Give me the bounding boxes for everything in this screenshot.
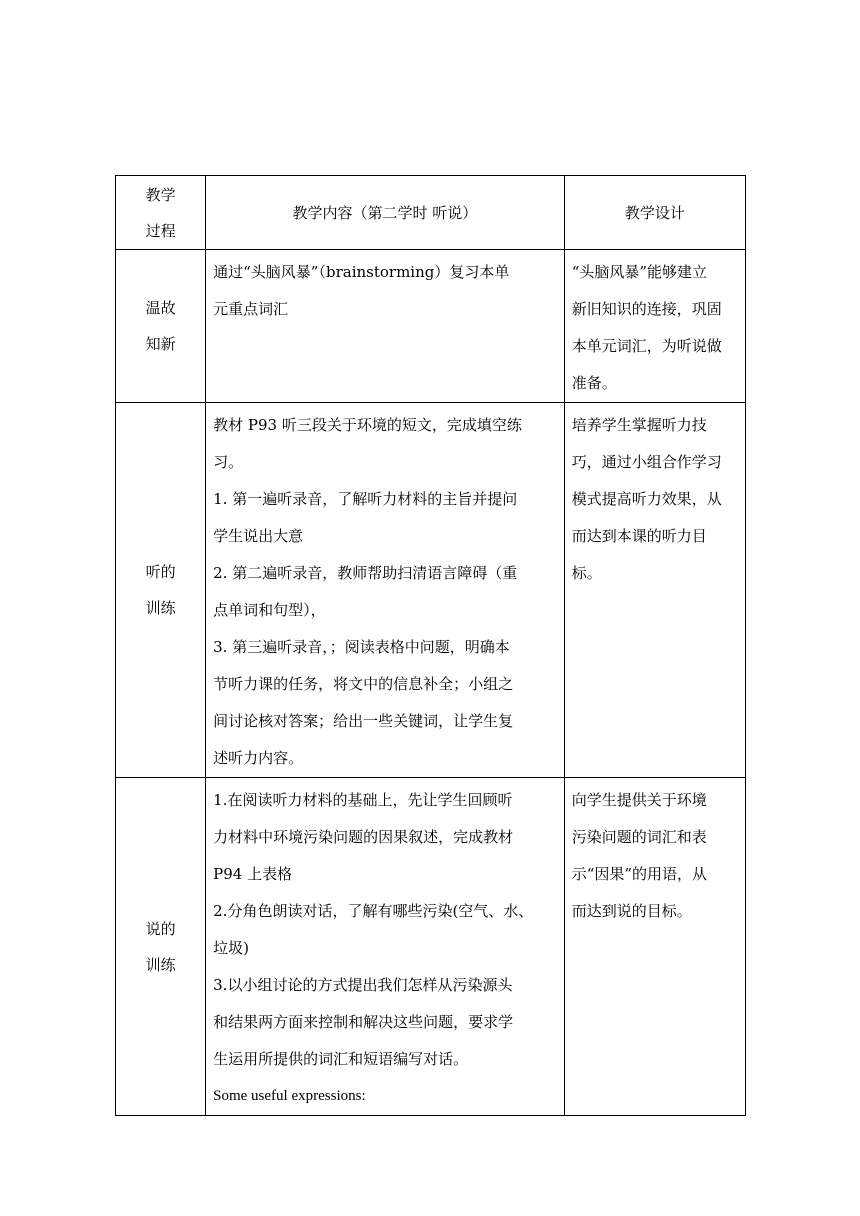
- content-line: 节听力课的任务，将文中的信息补全；小组之: [213, 675, 514, 693]
- design-line: 污染问题的词汇和表: [571, 828, 707, 846]
- process-cell: [116, 250, 206, 403]
- header-design-label: 教学设计: [624, 204, 685, 222]
- content-line: 述听力内容。: [213, 749, 304, 767]
- content-line: Some useful expressions:: [213, 1088, 366, 1104]
- content-line: 1.在阅读听力材料的基础上，先让学生回顾听: [213, 791, 513, 809]
- content-line: 学生说出大意: [213, 527, 304, 545]
- process-cell: [116, 778, 206, 1116]
- content-line: 2. 第二遍听录音，教师帮助扫清语言障碍（重: [213, 564, 518, 582]
- design-line: 新旧知识的连接，巩固: [571, 300, 722, 318]
- process-label-line1: 听的: [145, 563, 176, 581]
- design-cell: [564, 403, 745, 778]
- design-line: 而达到说的目标。: [571, 902, 692, 920]
- table-header-row: [116, 176, 746, 250]
- content-cell: [206, 250, 565, 403]
- content-line: 通过“头脑风暴”（brainstorming）复习本单: [213, 263, 510, 281]
- design-cell: [564, 778, 745, 1116]
- content-line: P94 上表格: [213, 865, 293, 883]
- content-line: 点单词和句型），: [213, 601, 326, 619]
- process-label-line2: 训练: [145, 599, 176, 617]
- process-cell: [116, 403, 206, 778]
- content-line: 教材 P93 听三段关于环境的短文，完成填空练: [213, 416, 522, 434]
- content-line: 1. 第一遍听录音，了解听力材料的主旨并提问: [213, 490, 518, 508]
- content-line: 力材料中环境污染问题的因果叙述，完成教材: [213, 828, 514, 846]
- design-line: 准备。: [571, 374, 617, 392]
- content-line: 习。: [213, 453, 244, 471]
- process-label-line2: 知新: [145, 335, 176, 353]
- content-line: 2.分角色朗读对话，了解有哪些污染(空气、水、: [213, 902, 534, 920]
- header-content-label: 教学内容（第二学时 听说）: [292, 204, 478, 222]
- design-line: “头脑风暴”能够建立: [571, 263, 708, 281]
- table-row: [116, 403, 746, 778]
- content-line: 3. 第三遍听录音，；阅读表格中问题，明确本: [213, 638, 510, 656]
- process-label-line1: 温故: [145, 299, 176, 317]
- table-row: [116, 778, 746, 1116]
- header-process-cell: [116, 176, 206, 250]
- design-line: 标。: [571, 564, 602, 582]
- design-line: 巧，通过小组合作学习: [571, 453, 722, 471]
- header-process-line1: 教学: [145, 185, 176, 204]
- content-cell: [206, 403, 565, 778]
- lesson-plan-table: [115, 175, 746, 1116]
- content-line: 元重点词汇: [213, 300, 289, 318]
- header-design-cell: [564, 176, 745, 250]
- header-content-cell: [206, 176, 565, 250]
- content-line: 生运用所提供的词汇和短语编写对话。: [213, 1050, 469, 1068]
- design-line: 向学生提供关于环境: [571, 791, 707, 809]
- design-line: 本单元词汇，为听说做: [571, 337, 722, 355]
- content-line: 垃圾): [213, 939, 249, 957]
- content-line: 和结果两方面来控制和解决这些问题，要求学: [213, 1013, 514, 1031]
- header-process-line2: 过程: [145, 221, 176, 240]
- design-line: 而达到本课的听力目: [571, 527, 707, 545]
- content-line: 间讨论核对答案；给出一些关键词，让学生复: [213, 712, 514, 730]
- content-cell: [206, 778, 565, 1116]
- design-line: 模式提高听力效果，从: [571, 490, 722, 508]
- design-line: 示“因果”的用语，从: [571, 865, 708, 883]
- content-line: 3.以小组讨论的方式提出我们怎样从污染源头: [213, 976, 513, 994]
- design-line: 培养学生掌握听力技: [571, 416, 707, 434]
- process-label-line1: 说的: [145, 919, 176, 938]
- process-label-line2: 训练: [145, 955, 176, 974]
- table-row: [116, 250, 746, 403]
- design-cell: [564, 250, 745, 403]
